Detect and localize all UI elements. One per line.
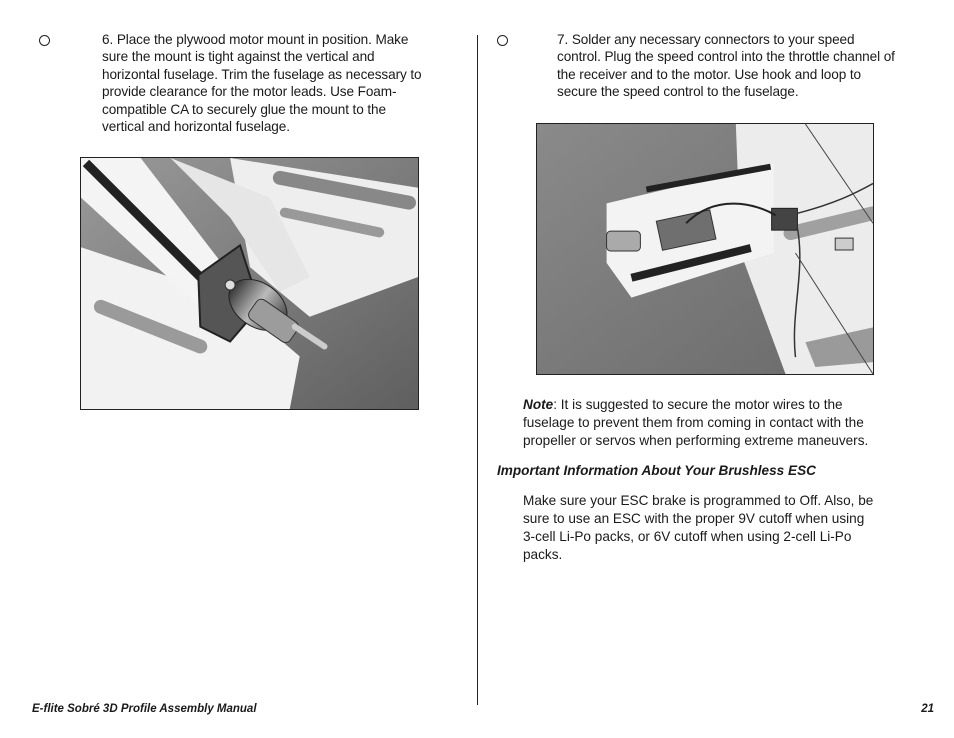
step-6-text: 6. Place the plywood motor mount in position. Make sure the mount is tight against the vertical and horizontal fuselage. Trim the fuselage as necessary to provide clearance for the motor leads. Use Foam-compatible CA to securely glue the mount to the vertical and horizontal fuselage. xyxy=(102,32,422,135)
motor-mount-photo xyxy=(80,157,419,410)
circle-checkbox-icon[interactable] xyxy=(497,35,508,46)
speed-control-illustration xyxy=(537,124,873,374)
step-7-text: 7. Solder any necessary connectors to your speed control. Plug the speed control into the throttle channel of the receiver and to the motor. Use hook and loop to secure the speed control to the fuselage. xyxy=(557,32,895,100)
note-paragraph xyxy=(523,396,888,450)
esc-paragraph: Make sure your ESC brake is programmed to Off. Also, be sure to use an ESC with the proper 9V cutoff when using 3-cell Li-Po packs, or 6V cutoff when using 2-cell Li-Po packs. xyxy=(523,493,874,562)
manual-title: E-flite Sobré 3D Profile Assembly Manual xyxy=(32,703,257,715)
column-divider xyxy=(477,35,478,705)
speed-control-photo xyxy=(536,123,874,375)
motor-mount-illustration xyxy=(81,158,418,409)
note-text: : It is suggested to secure the motor wires to the fuselage to prevent them from coming in contact with the propeller or servos when performing extreme maneuvers. xyxy=(523,397,869,448)
esc-heading: Important Information About Your Brushless ESC xyxy=(497,463,816,478)
page-number: 21 xyxy=(921,703,934,715)
note-label: Note xyxy=(523,397,554,412)
circle-checkbox-icon[interactable] xyxy=(39,35,50,46)
